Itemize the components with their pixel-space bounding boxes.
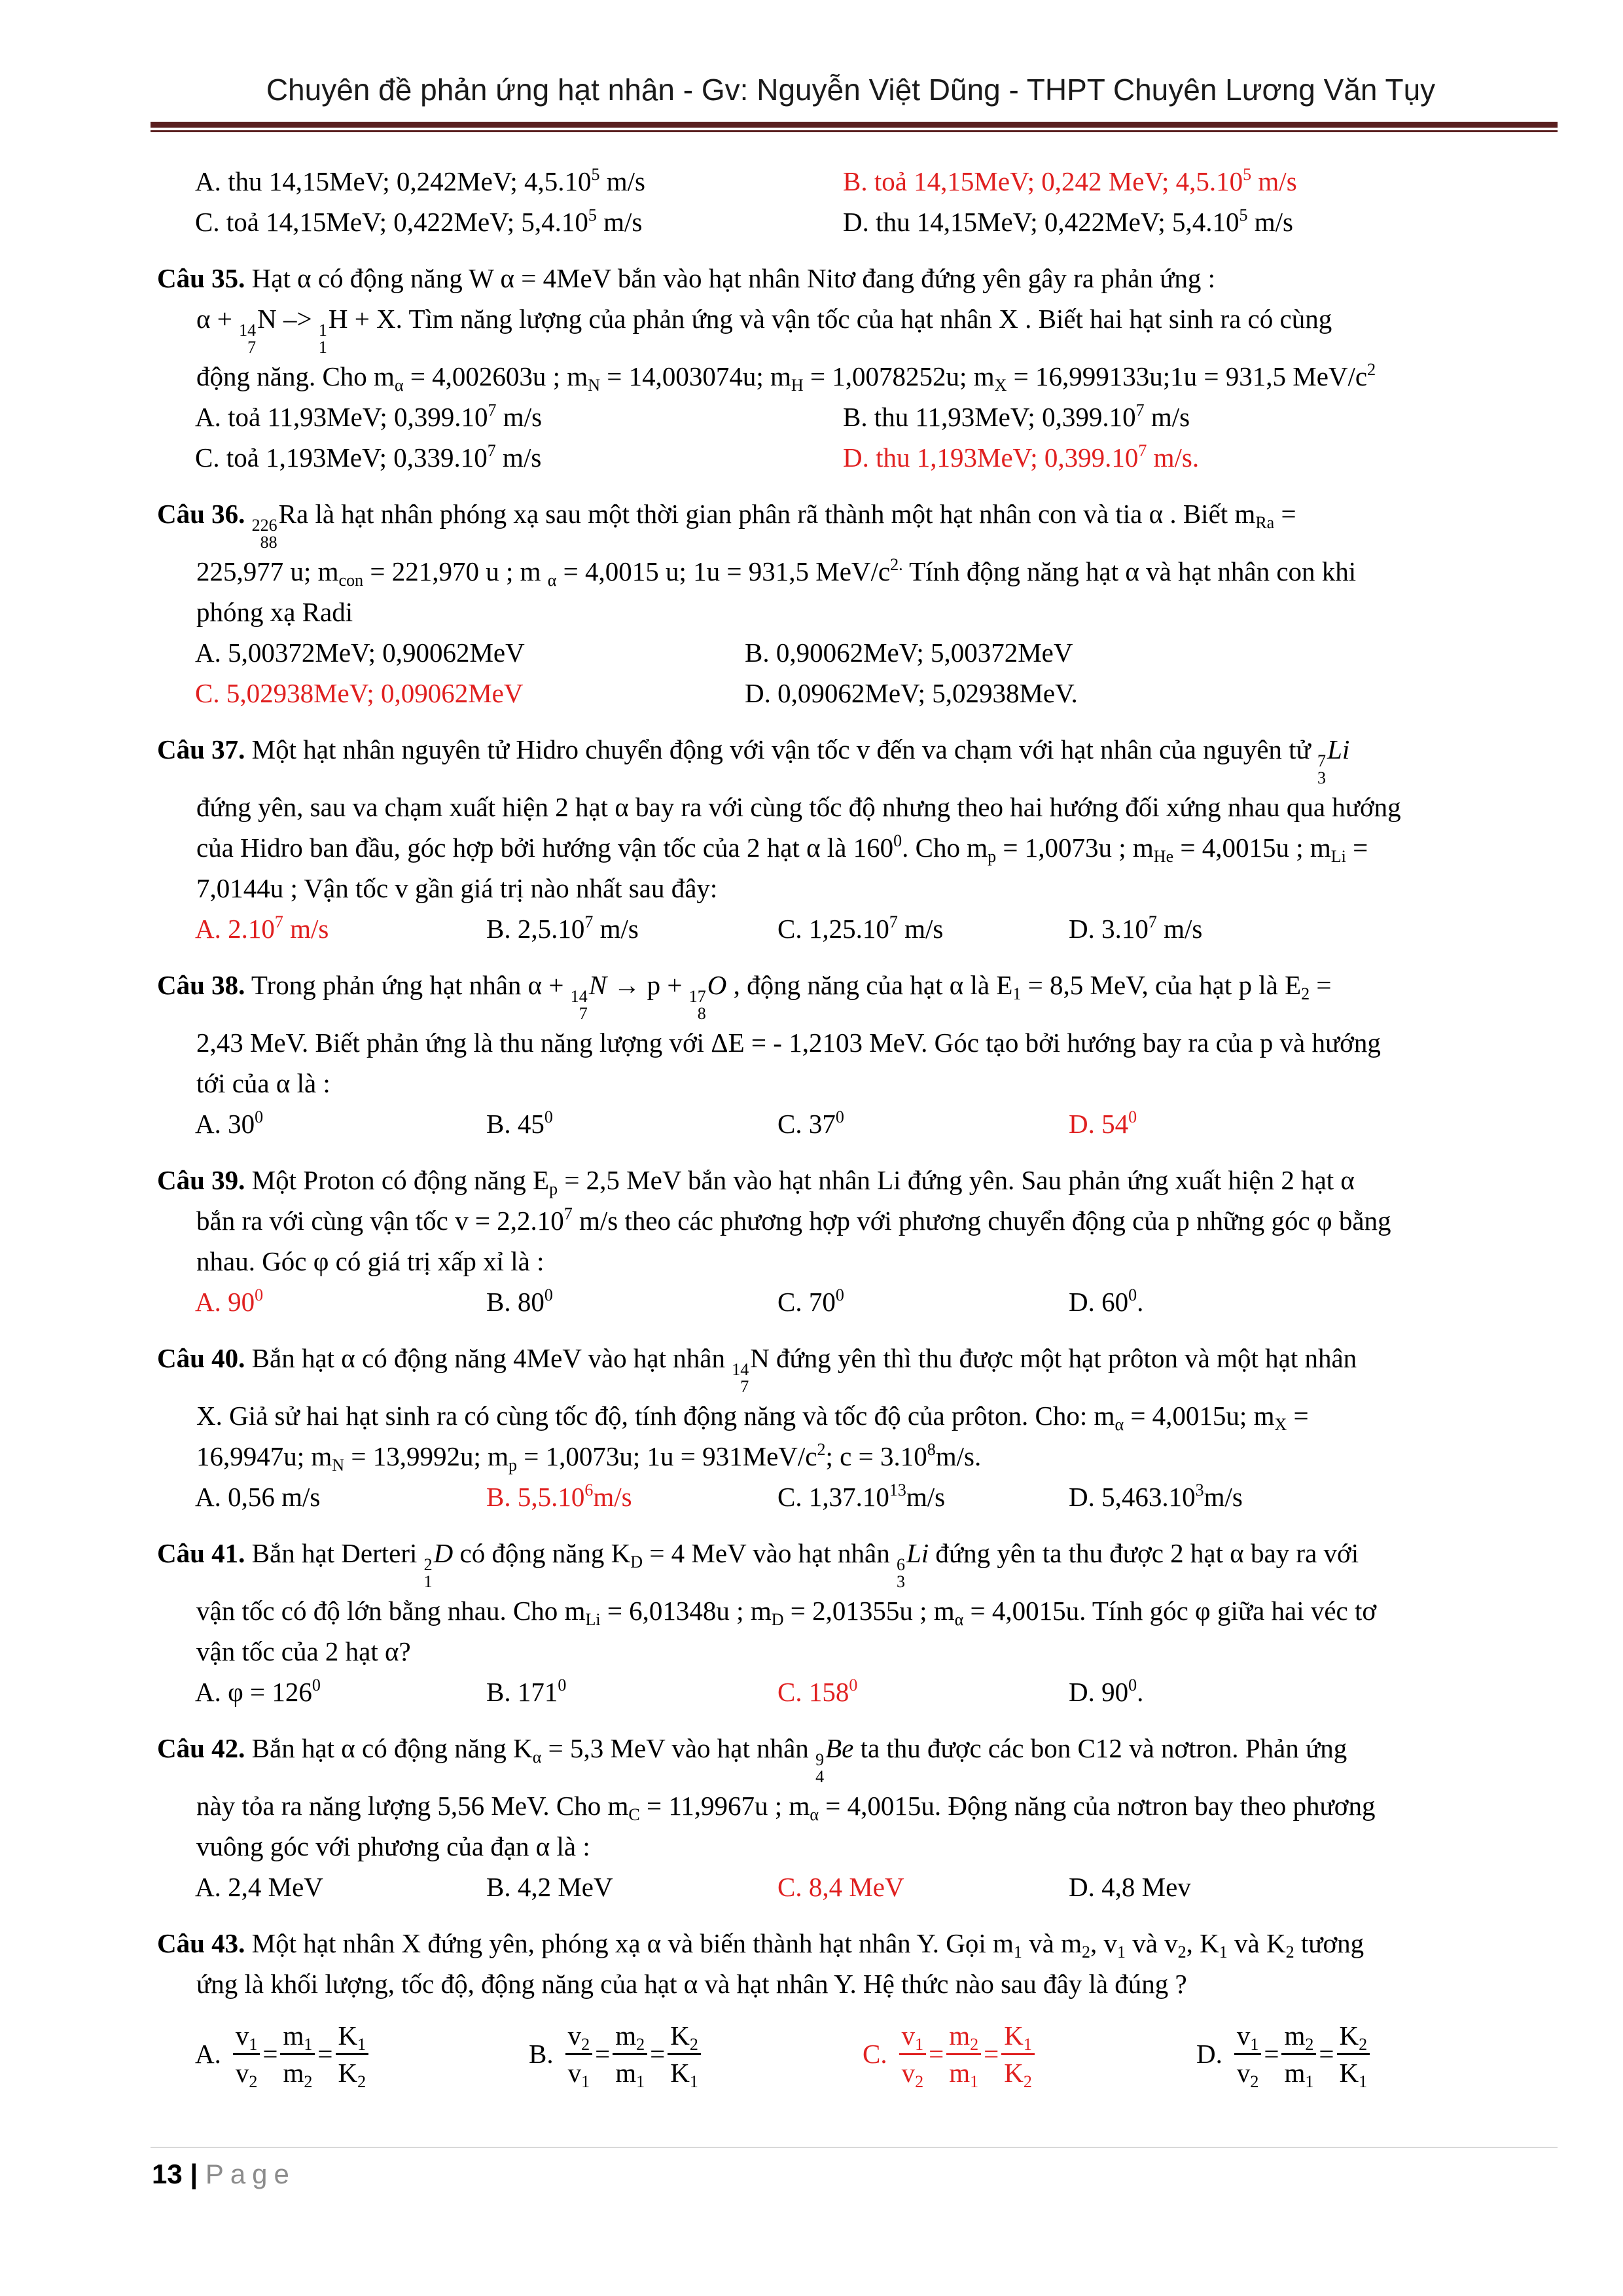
- option-c: C. 1,25.10$^7$ m/s: [777, 912, 944, 944]
- fraction: $\frac{K_2}{K_1}$: [668, 2018, 701, 2090]
- question-39: [157, 1160, 1558, 1322]
- option-a: A. toả 11,93MeV; 0,399.10$^7$ m/s: [195, 401, 543, 432]
- fraction: $\frac{K_2}{K_1}$: [1337, 2018, 1370, 2090]
- question-text: Câu 43. Một hạt nhân X đứng yên, phóng xạ α và biến thành hạt nhân Y. Gọi $m_1$ và $m_2$, $v_1$ và $v_2$, $K_1$ và $K_2$ tương: [157, 1928, 1364, 1962]
- nuclide: 226 88: [251, 516, 277, 552]
- option-d: D. 3.10$^7$ m/s: [1069, 912, 1203, 944]
- option-d-correct: D. $54^0$: [1069, 1107, 1137, 1139]
- nuclide: 14 7: [570, 987, 588, 1023]
- question-text: đứng yên, sau va chạm xuất hiện 2 hạt α bay ra với cùng tốc độ nhưng theo hai hướng đối xứng nhau qua hướng: [196, 792, 1401, 822]
- option-a: A. $\frac{v_1}{v_2}$ = $\frac{m_1}{m_2}$ = $\frac{K_1}{K_2}$: [195, 2018, 529, 2090]
- question-text: vận tốc của 2 hạt α?: [196, 1636, 411, 1666]
- option-b: B. thu 11,93MeV; 0,399.10$^7$ m/s: [843, 401, 1190, 432]
- option-a: A. 5,00372MeV; 0,90062MeV: [195, 637, 525, 668]
- option-a-correct: A. 2.10$^7$ m/s: [195, 912, 329, 944]
- question-40: [157, 1338, 1558, 1517]
- option-b: B. $171^0$: [486, 1676, 567, 1707]
- question-text: phóng xạ Radi: [196, 597, 353, 627]
- fraction: $\frac{v_1}{v_2}$: [233, 2018, 260, 2090]
- fraction: $\frac{K_1}{K_2}$: [1001, 2018, 1035, 2090]
- fraction: $\frac{m_1}{m_2}$: [280, 2018, 315, 2090]
- option-d: D. $\frac{v_1}{v_2}$ = $\frac{m_2}{m_1}$ = $\frac{K_2}{K_1}$: [1196, 2018, 1530, 2090]
- question-37: [157, 729, 1558, 949]
- question-text: động năng. Cho $m_\alpha = 4,002603u$ ; $m_N = 14,003074u$; $m_H = 1,0078252u$; $m_X$ = 16,999133u;1u = 931,5 MeV/$c^2$: [196, 360, 1376, 395]
- nuclide: 2 1: [423, 1555, 433, 1591]
- option-c-correct: C. $\frac{v_1}{v_2}$ = $\frac{m_2}{m_1}$ = $\frac{K_1}{K_2}$: [863, 2018, 1196, 2090]
- option-b: B. 2,5.10$^7$ m/s: [486, 912, 639, 944]
- question-text: X. Giả sử hai hạt sinh ra có cùng tốc độ, tính động năng và tốc độ của prôton. Cho: $m_\alpha = 4,0015u$; $m_X$ =: [196, 1401, 1309, 1434]
- question-text: 7,0144u ; Vận tốc v gần giá trị nào nhất sau đây:: [196, 873, 718, 903]
- question-text: ứng là khối lượng, tốc độ, động năng của hạt α và hạt nhân Y. Hệ thức nào sau đây là đúng ?: [196, 1969, 1187, 1999]
- fraction: $\frac{K_1}{K_2}$: [336, 2018, 369, 2090]
- nuclide: 14 7: [732, 1360, 749, 1396]
- question-text: tới của α là :: [196, 1068, 330, 1098]
- option-d: D. $60^0$.: [1069, 1285, 1144, 1317]
- fraction: $\frac{v_1}{v_2}$: [899, 2018, 927, 2090]
- fraction: $\frac{m_2}{m_1}$: [946, 2018, 981, 2090]
- option-c-correct: C. $158^0$: [777, 1676, 858, 1707]
- question-43: [157, 1923, 1558, 2100]
- nuclide: 9 4: [815, 1750, 825, 1786]
- option-b: B. $45^0$: [486, 1107, 553, 1139]
- question-42: [157, 1728, 1558, 1907]
- question-text: vận tốc có độ lớn bằng nhau. Cho $m_{Li} = 6,01348u$ ; $m_D = 2,01355u$ ; $m_\alpha = 4,0015u$. Tính góc φ giữa hai véc tơ: [196, 1596, 1377, 1629]
- question-35: [157, 258, 1558, 478]
- question-text: Câu 37. Một hạt nhân nguyên tử Hidro chuyển động với vận tốc v đến va chạm với hạt nhân của nguyên tử 7 3 Li: [157, 734, 1350, 787]
- question-text: Câu 36. 226 88 Ra là hạt nhân phóng xạ sau một thời gian phân rã thành một hạt nhân con và tia α . Biết $m_{Ra}$ =: [157, 499, 1296, 552]
- option-d: D. $90^0$.: [1069, 1676, 1144, 1707]
- question-text: 2,43 MeV. Biết phản ứng là thu năng lượng với ΔE = - 1,2103 MeV. Góc tạo bởi hướng bay ra của p và hướng: [196, 1028, 1381, 1058]
- footer-separator: |: [182, 2159, 205, 2189]
- option-c-correct: C. 5,02938MeV; 0,09062MeV: [195, 678, 524, 708]
- option-d: D. 5,463.10$^3$m/s: [1069, 1480, 1243, 1512]
- option-c-correct: C. 8,4 MeV: [777, 1872, 904, 1902]
- option-b: B. 4,2 MeV: [486, 1872, 613, 1902]
- option-c: C. $70^0$: [777, 1285, 844, 1317]
- question-text: 16,9947u; $m_N = 13,9992u$; $m_p = 1,0073u$; $1u = 931MeV/c^2$; $c = 3.10^8m/s$.: [196, 1440, 982, 1475]
- question-text: này tỏa ra năng lượng 5,56 MeV. Cho $m_C = 11,9967u$ ; $m_\alpha = 4,0015u$. Động năng của nơtron bay theo phương: [196, 1791, 1376, 1824]
- question-text: Câu 41. Bắn hạt Derteri 2 1 D có động năng $K_D = 4$ MeV vào hạt nhân 6 3 Li đứng yên ta thu được 2 hạt α bay ra với: [157, 1538, 1359, 1591]
- question-text: bắn ra với cùng vận tốc $v = 2,2.10^7$ m/s theo các phương hợp với phương chuyển động của p những góc φ bằng: [196, 1204, 1391, 1236]
- header-rule-thick: [151, 122, 1558, 128]
- option-d: D. 4,8 Mev: [1069, 1872, 1191, 1902]
- question-text: Câu 35. Hạt α có động năng W α = 4MeV bắn vào hạt nhân Nitơ đang đứng yên gây ra phản ứng :: [157, 263, 1216, 293]
- option-a: A. 0,56 m/s: [195, 1482, 321, 1512]
- option-c: C. $37^0$: [777, 1107, 844, 1139]
- question-36: [157, 493, 1558, 713]
- footer-rule: [151, 2147, 1558, 2148]
- fraction: $\frac{m_2}{m_1}$: [613, 2018, 647, 2090]
- option-d: D. thu 14,15MeV; 0,422MeV; 5,4.10$^5$ m/s: [843, 206, 1293, 237]
- question-41: [157, 1533, 1558, 1712]
- page-footer: [152, 2159, 296, 2190]
- fraction: $\frac{m_2}{m_1}$: [1281, 2018, 1316, 2090]
- question-38: [157, 965, 1558, 1144]
- option-b-correct: B. toả 14,15MeV; 0,242 MeV; 4,5.10$^5$ m/s: [843, 165, 1297, 196]
- header-rule-thin: [151, 130, 1558, 132]
- question-text: Câu 40. Bắn hạt α có động năng 4MeV vào hạt nhân 14 7 N đứng yên thì thu được một hạt prôton và một hạt nhân: [157, 1343, 1357, 1396]
- page-word: Page: [205, 2159, 296, 2189]
- option-a: A. thu 14,15MeV; 0,242MeV; 4,5.10$^5$ m/s: [195, 165, 645, 196]
- nuclide: 7 3: [1317, 751, 1327, 787]
- nuclide: 17 8: [688, 987, 706, 1023]
- page-number: 13: [152, 2159, 183, 2189]
- fraction: $\frac{v_2}{v_1}$: [565, 2018, 593, 2090]
- option-b-correct: B. 5,5.10$^6$m/s: [486, 1480, 632, 1512]
- question-text: của Hidro ban đầu, góc hợp bởi hướng vận tốc của 2 hạt α là $160^0$. Cho $m_p = 1,0073u$ ; $m_{He} = 4,0015u$ ; $m_{Li}$ =: [196, 831, 1368, 866]
- page-content: [157, 161, 1558, 2100]
- question-text: Câu 38. Trong phản ứng hạt nhân α + 14 7 N → p + 17 8 O , động năng của hạt α là $E_1 = 8,5$ MeV, của hạt p là $E_2$ =: [157, 970, 1332, 1023]
- nuclide: 1 1: [318, 321, 327, 357]
- option-b: B. 0,90062MeV; 5,00372MeV: [745, 637, 1073, 668]
- option-c: C. toả 1,193MeV; 0,339.10$^7$ m/s: [195, 441, 542, 473]
- option-c: C. 1,37.10$^{13}$m/s: [777, 1480, 946, 1512]
- option-a: A. $\varphi = 126^0$: [195, 1676, 321, 1707]
- option-a-correct: A. $90^0$: [195, 1285, 264, 1317]
- option-d: D. 0,09062MeV; 5,02938MeV.: [745, 678, 1078, 708]
- option-c: C. toả 14,15MeV; 0,422MeV; 5,4.10$^5$ m/s: [195, 206, 643, 237]
- question-34-options: [157, 161, 1558, 242]
- option-a: A. $30^0$: [195, 1107, 264, 1139]
- option-a: A. 2,4 MeV: [195, 1872, 323, 1902]
- page-header: Chuyên đề phản ứng hạt nhân - Gv: Nguyễn Việt Dũng - THPT Chuyên Lương Văn Tụy: [266, 73, 1436, 107]
- nuclide: 14 7: [239, 321, 257, 357]
- question-text: Câu 39. Một Proton có động năng $E_p = 2,5$ MeV bắn vào hạt nhân Li đứng yên. Sau phản ứng xuất hiện 2 hạt α: [157, 1165, 1355, 1198]
- option-d-correct: D. thu 1,193MeV; 0,399.10$^7$ m/s.: [843, 441, 1200, 473]
- question-text: α + 14 7 N –> 1 1 H + X. Tìm năng lượng của phản ứng và vận tốc của hạt nhân X . Biết hai hạt sinh ra có cùng: [196, 304, 1332, 357]
- fraction: $\frac{v_1}{v_2}$: [1234, 2018, 1262, 2090]
- question-text: vuông góc với phương của đạn α là :: [196, 1831, 590, 1861]
- nuclide: 6 3: [896, 1555, 905, 1591]
- option-b: B. $\frac{v_2}{v_1}$ = $\frac{m_2}{m_1}$ = $\frac{K_2}{K_1}$: [529, 2018, 863, 2090]
- question-text: Câu 42. Bắn hạt α có động năng $K_\alpha = 5,3$ MeV vào hạt nhân 9 4 Be ta thu được các bon C12 và nơtron. Phản ứng: [157, 1733, 1347, 1786]
- option-b: B. $80^0$: [486, 1285, 553, 1317]
- question-text: nhau. Góc φ có giá trị xấp xỉ là :: [196, 1246, 544, 1276]
- question-text: 225,977 u; $m_{con} = 221,970$ u ; m $_\alpha$ = 4,0015 u; 1u = 931,5 MeV/$c^{2.}$ Tính động năng hạt α và hạt nhân con khi: [196, 555, 1357, 590]
